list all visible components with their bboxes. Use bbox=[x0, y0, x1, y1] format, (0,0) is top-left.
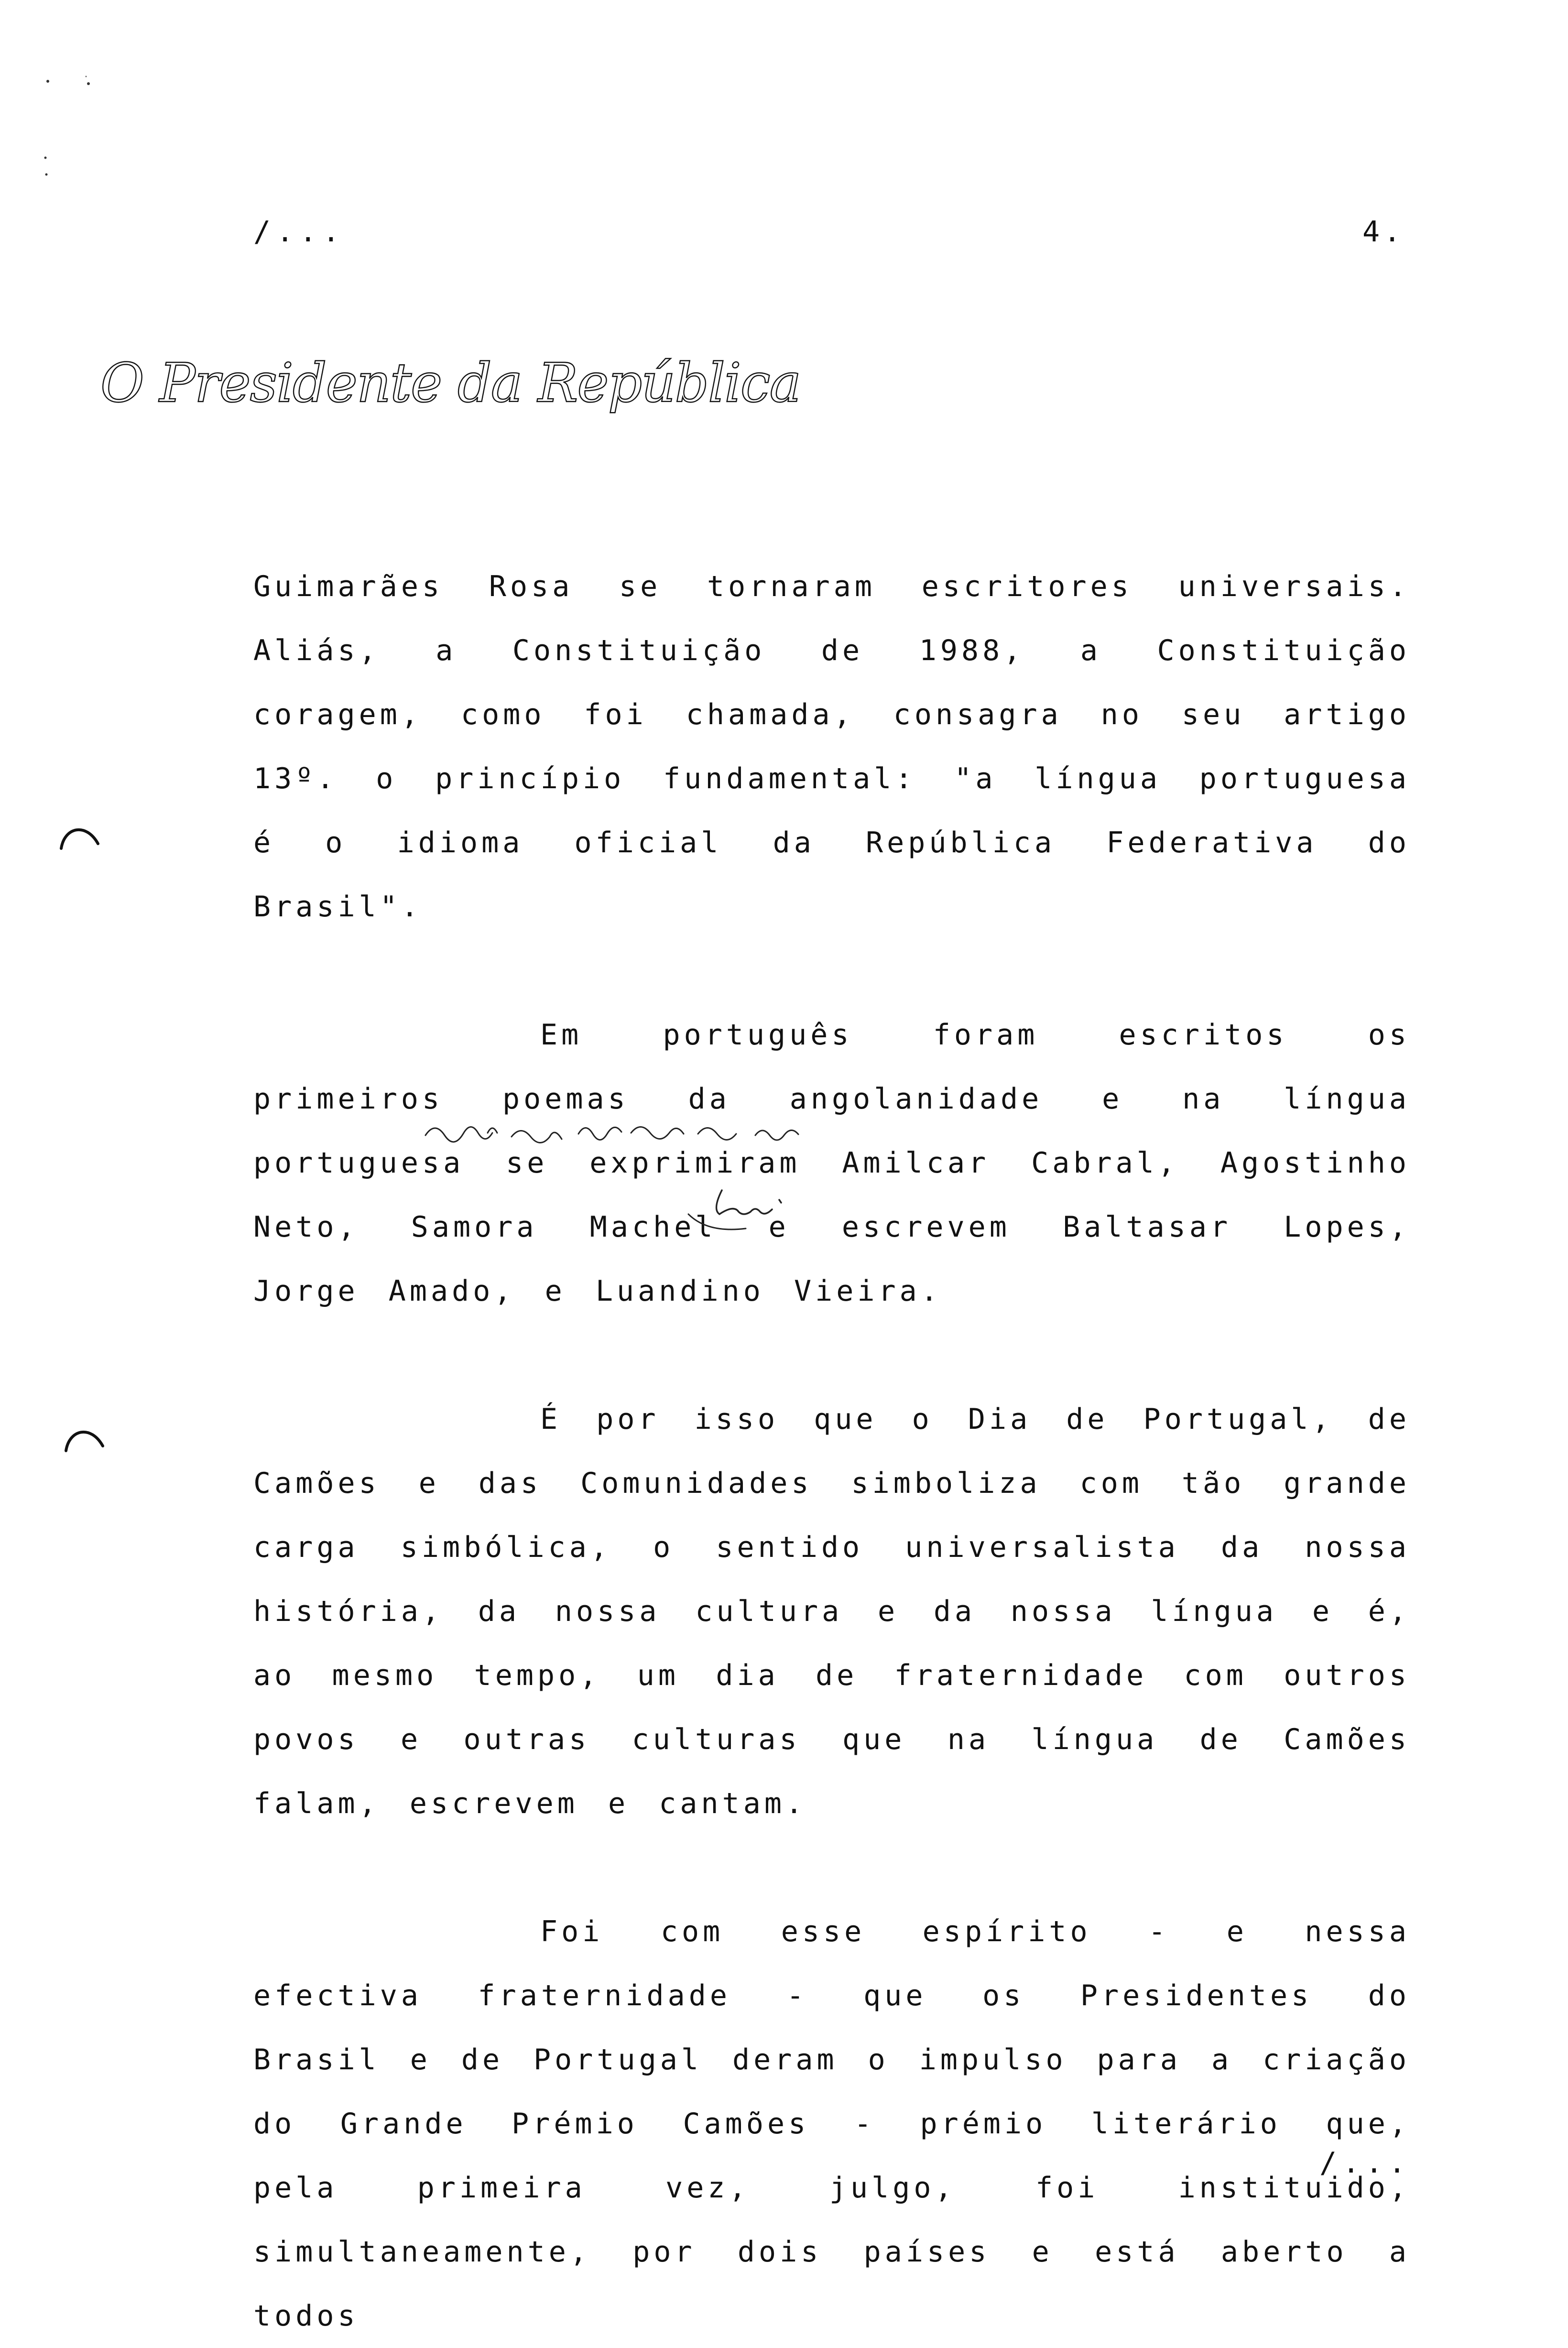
paragraph: Em português foram escritos os primeiros poemas da angolanidade e na língua portuguesa se exprimiram Amilcar Cabral, Agostinho Neto, Samora Machel e escrevem Baltasar Lopes, Jorge Amado, e Luandino Vieira. bbox=[253, 1018, 1410, 1308]
staple-mark bbox=[57, 822, 100, 851]
staple-mark bbox=[62, 1424, 105, 1453]
svg-text:O Presidente da República: O Presidente da República bbox=[100, 352, 801, 414]
handwritten-annotation bbox=[421, 1114, 832, 1147]
margin-punch-marks bbox=[38, 67, 96, 191]
body-text bbox=[253, 554, 1410, 2348]
continuation-mark-top: /... bbox=[253, 215, 346, 249]
continuation-mark-bottom: /... bbox=[1319, 2146, 1412, 2180]
handwritten-initials bbox=[684, 1181, 813, 1233]
paragraph: Foi com esse espírito - e nessa efectiva fraternidade - que os Presidentes do Brasil e de Portugal deram o impulso para a criação do Grande Prémio Camões - prémio literário que, pela primeira vez, julgo, foi instituido, simultaneamente, por dois países e está aberto a todos bbox=[253, 1915, 1410, 2333]
paragraph: Guimarães Rosa se tornaram escritores universais. Aliás, a Constituição de 1988, a Constituição coragem, como foi chamada, consagra no seu artigo 13º. o princípio fundamental: "a língua portuguesa é o idioma oficial da República Federativa do Brasil". bbox=[253, 570, 1410, 924]
paragraph: É por isso que o Dia de Portugal, de Camões e das Comunidades simboliza com tão grande carga simbólica, o sentido universalista da nossa história, da nossa cultura e da nossa língua e é, ao mesmo tempo, um dia de fraternidade com outros povos e outras culturas que na língua de Camões falam, escrevem e cantam. bbox=[253, 1402, 1410, 1820]
letterhead-logo bbox=[96, 344, 801, 430]
page-number: 4. bbox=[1362, 215, 1405, 249]
